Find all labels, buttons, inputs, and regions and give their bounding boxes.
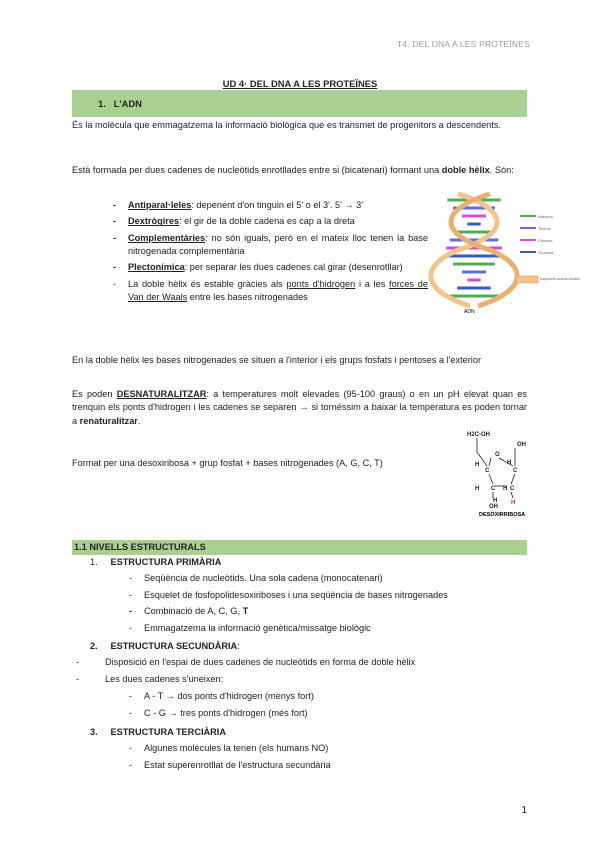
feature-item: - Complementàries: no són iguals, però en el mateix lloc tenen la base nitrogenada complementària <box>113 232 428 257</box>
list-item: - Combinació de A, C, G, T <box>129 606 249 617</box>
svg-text:H2C-OH: H2C-OH <box>467 432 491 438</box>
svg-text:C: C <box>491 486 496 492</box>
level-tertiary-heading: 3. ESTRUCTURA TERCIÀRIA <box>90 727 226 737</box>
format-paragraph: Format per una desoxiribosa + grup fosfat + bases nitrogenades (A, G, C, T) <box>72 458 383 468</box>
subsection-heading: 1.1 NIVELLS ESTRUCTURALS <box>74 542 206 552</box>
level-secondary-heading: 2. ESTRUCTURA SECUNDÀRIA: <box>90 641 240 651</box>
dna-helix-diagram <box>431 194 517 306</box>
list-item: - C - G → tres ponts d'hidrogen (més fort) <box>129 707 308 718</box>
structure-paragraph <box>72 164 527 177</box>
legend-backbone: Esqueleto azúcar-fosfato <box>540 277 580 281</box>
legend-cytosine: Citosina <box>538 238 553 243</box>
list-item: - A - T → dos ponts d'hidrogen (menys fort) <box>129 691 314 701</box>
list-item: - Algunes molècules la tenen (els humans NO) <box>129 743 329 753</box>
level-secondary-list <box>76 656 416 689</box>
page-title: UD 4· DEL DNA A LES PROTEÏNES <box>222 78 378 89</box>
feature-item: - Antiparal·leles: depenent d'on tinguin el 5' o el 3'. 5' → 3' <box>113 200 364 210</box>
level-primary-heading: 1. ESTRUCTURA PRIMÀRIA <box>90 557 222 567</box>
page-number: 1 <box>521 804 527 816</box>
svg-text:C: C <box>513 468 518 474</box>
svg-text:OH: OH <box>517 442 526 448</box>
feature-item: - Plectonímica: per separar les dues cadenes cal girar (desenrotllar) <box>113 262 403 273</box>
running-header: T4. DEL DNA A LES PROTEÏNES <box>396 39 530 49</box>
dna-caption: ADN <box>464 309 475 315</box>
svg-text:O: O <box>495 452 500 458</box>
feature-note: - La doble hèlix és estable gràcies als ponts d'hidrogen i a les forces de Van der Waals entre les bases nitrogenades <box>113 278 428 303</box>
list-item: - Les dues cadenes s'uneixen: <box>76 673 224 684</box>
feature-list <box>113 199 428 304</box>
structure-text: Està formada per dues cadenes de nucleòtids enrotllades entre si (bicatenari) formant una <box>72 165 442 175</box>
denaturation-paragraph: Es poden DESNATURALITZAR: a temperatures molt elevades (95-100 graus) o en un pH elevat quan es trenquin els ponts d'hidrogen i les cadenes se separen → si tornéssim a baixar la temperatura es poden tornar a renaturalitzar. <box>72 389 527 426</box>
legend-adenine: Adenina <box>538 214 553 219</box>
svg-text:H: H <box>475 462 480 468</box>
deoxyribose-caption: DESOXIRRIBOSA <box>479 512 526 518</box>
feature-item: - Dextrògires: el gir de la doble cadena es cap a la dreta <box>113 216 355 227</box>
deoxyribose-figure <box>455 428 540 521</box>
svg-text:H: H <box>511 500 516 506</box>
svg-text:H: H <box>507 460 512 466</box>
section-label: L'ADN <box>113 98 142 109</box>
base-pairs-list <box>129 690 314 723</box>
list-item: - Emmagatzema la informació genètica/missatge biològic <box>129 622 371 633</box>
legend-thymine: Timina <box>538 226 550 231</box>
list-item: - Seqüència de nucleòtids. Una sola cadena (monocatenari) <box>129 573 383 583</box>
legend-guanine: Guanina <box>538 250 554 255</box>
dna-helix-figure <box>430 190 580 315</box>
list-item: - Estat superenrotllat de l'estructura secundària <box>129 759 331 770</box>
svg-text:C: C <box>485 468 490 474</box>
list-item: - Esquelet de fosfopolidesoxiriboses i una seqüència de bases nitrogenades <box>129 589 448 600</box>
level-primary-list <box>129 572 448 638</box>
section-number: 1. <box>98 98 106 109</box>
svg-text:OH: OH <box>489 504 498 510</box>
svg-text:H: H <box>475 486 480 492</box>
svg-text:H: H <box>503 486 508 492</box>
svg-text:C: C <box>510 486 515 492</box>
list-item: - Disposició en l'espai de dues cadenes de nucleòtids en forma de doble hèlix <box>76 657 416 667</box>
level-tertiary-list <box>129 742 331 775</box>
section-heading <box>98 97 142 111</box>
intro-paragraph: És la molècula que emmagatzema la informació biològica que es transmet de progenitors a descendents. <box>72 120 501 130</box>
subsection-heading-bar <box>72 540 527 555</box>
bases-position-paragraph: En la doble hèlix les bases nitrogenades se situen a l'interior i els grups fosfats i pentoses a l'exterior <box>72 355 482 365</box>
section-heading-bar <box>72 90 527 117</box>
structure-after: . Són: <box>489 165 514 175</box>
deoxyribose-structure <box>467 432 526 510</box>
svg-text:H: H <box>493 498 498 504</box>
structure-bold: doble hèlix <box>441 165 490 175</box>
